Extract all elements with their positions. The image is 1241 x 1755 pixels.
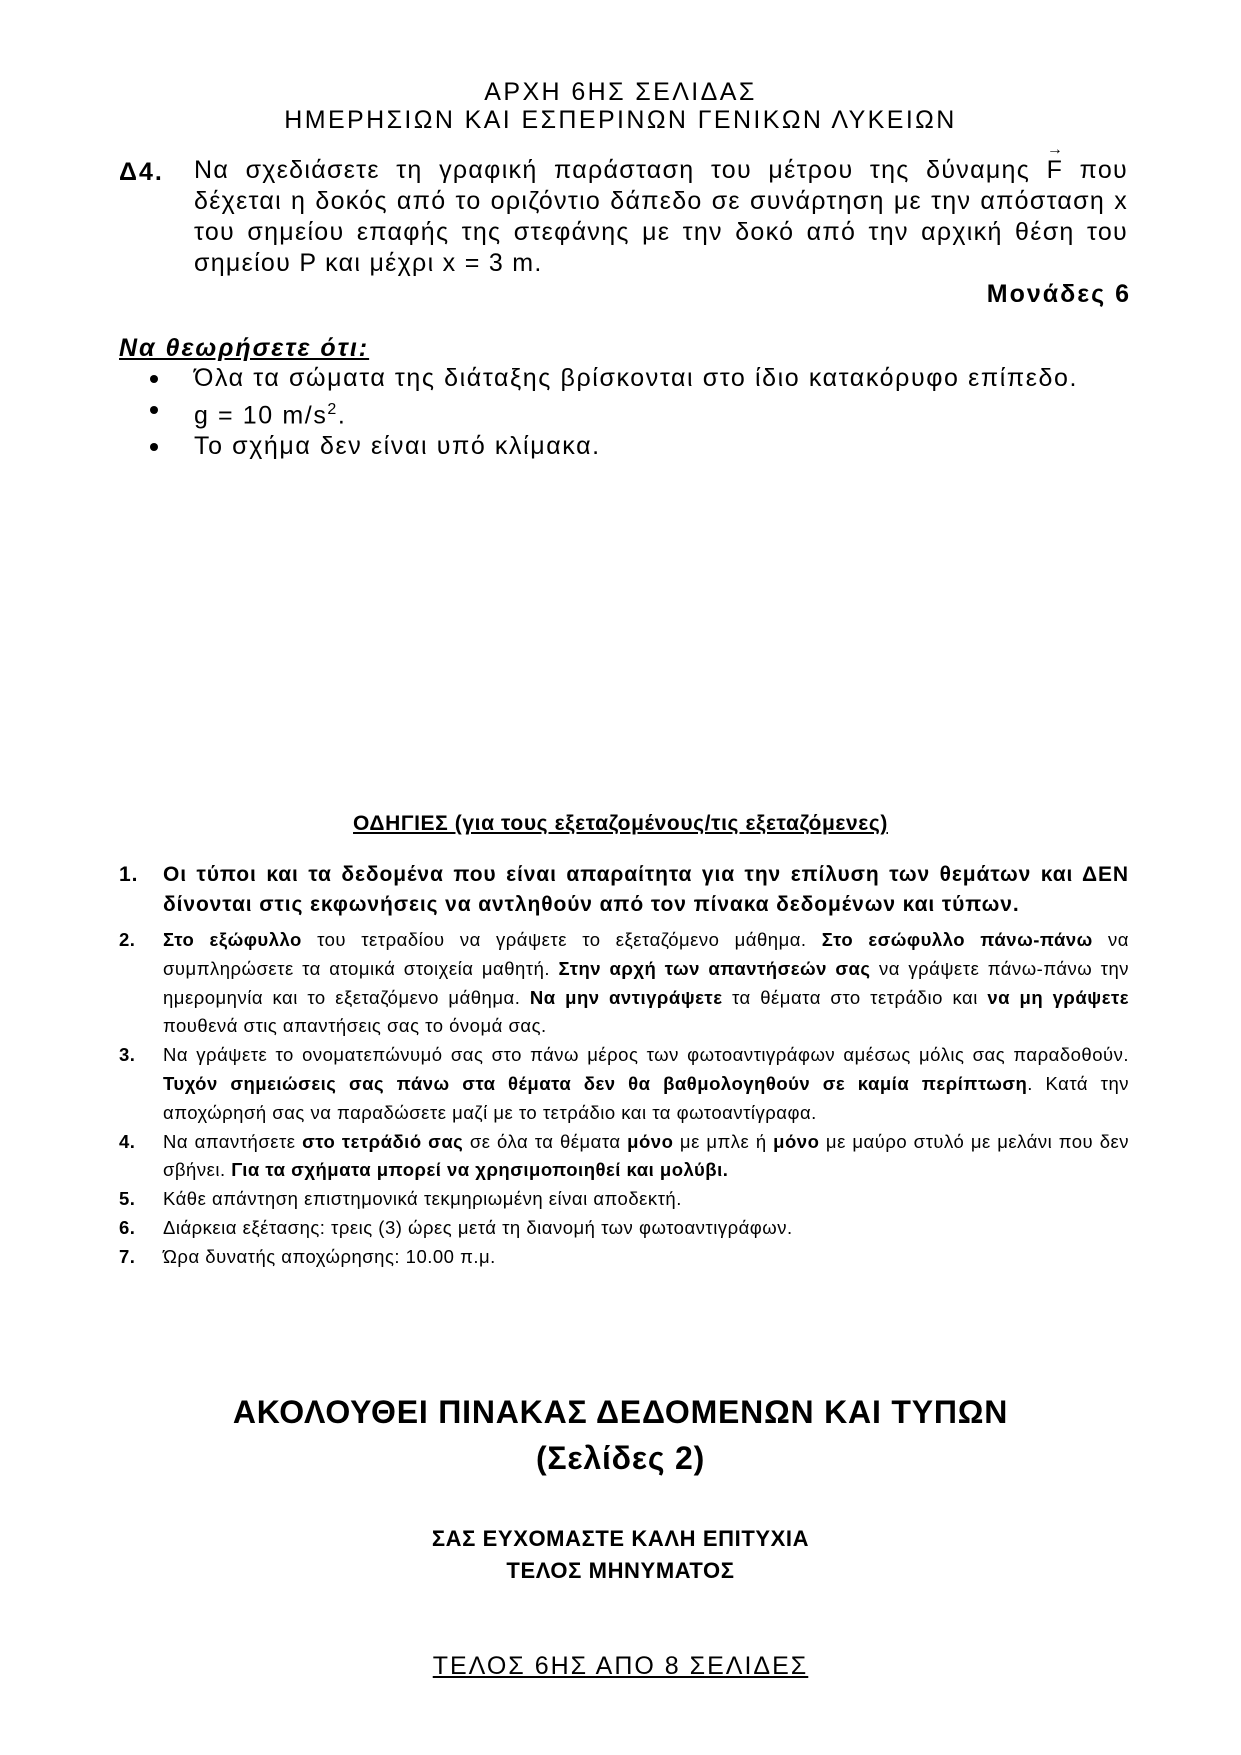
list-item: [119, 1243, 1129, 1272]
question-text-before-vector: Να σχεδιάσετε τη γραφική παράσταση του μέτρου της δύναμης: [194, 156, 1047, 184]
end-of-message: ΤΕΛΟΣ ΜΗΝΥΜΑΤΟΣ: [506, 1558, 735, 1583]
instruction-text: τα θέματα στο τετράδιο και: [722, 986, 988, 1008]
emphasis-text: Στην αρχή των απαντήσεών σας: [558, 957, 871, 979]
considerations-heading: Να θεωρήσετε ότι:: [119, 334, 370, 362]
instruction-text: με μπλε ή: [673, 1130, 774, 1152]
page-header-start: ΑΡΧΗ 6ΗΣ ΣΕΛΙΔΑΣ: [484, 78, 757, 106]
list-item: [119, 1041, 1129, 1127]
list-item: [119, 1128, 1129, 1186]
vector-arrow-icon: →: [1046, 141, 1063, 158]
item-number: 2.: [119, 929, 136, 950]
emphasis-text: να μη γράψετε: [987, 986, 1130, 1008]
instruction-text: Οι τύποι και τα δεδομένα που είναι απαραίτητα για την επίλυση των θεμάτων και ΔΕΝ δίνονται στις εκφωνήσεις να αντληθούν από τον πίνακα δεδομένων και τύπων.: [163, 863, 1129, 916]
follows-heading: ΑΚΟΛΟΥΘΕΙ ΠΙΝΑΚΑΣ ΔΕΔΟΜΕΝΩΝ ΚΑΙ ΤΥΠΩΝ: [232, 1394, 1009, 1430]
consideration-text: Το σχήμα δεν είναι υπό κλίμακα.: [194, 432, 601, 461]
good-luck-message: ΣΑΣ ΕΥΧΟΜΑΣΤΕ ΚΑΛΗ ΕΠΙΤΥΧΙΑ: [431, 1526, 810, 1551]
force-vector: [1046, 141, 1064, 186]
list-item: [119, 1185, 1129, 1214]
item-number: 1.: [119, 863, 139, 886]
consideration-text: Όλα τα σώματα της διάταξης βρίσκονται στο ίδιο κατακόρυφο επίπεδο.: [194, 364, 1079, 392]
list-item: [119, 860, 1129, 920]
emphasis-text: μόνο: [627, 1130, 674, 1152]
instruction-text: Κάθε απάντηση επιστημονικά τεκμηριωμένη είναι αποδεκτή.: [163, 1188, 682, 1210]
list-item: [119, 1214, 1129, 1243]
instructions-list: [119, 860, 1129, 1272]
page-footer: ΤΕΛΟΣ 6ΗΣ ΑΠΟ 8 ΣΕΛΙΔΕΣ: [432, 1652, 809, 1680]
item-number: 6.: [119, 1216, 136, 1238]
question-label: Δ4.: [119, 158, 164, 186]
emphasis-text: Να μην αντιγράψετε: [529, 986, 723, 1008]
item-number: 4.: [119, 1130, 136, 1152]
instruction-text: σε όλα τα θέματα: [463, 1130, 628, 1152]
list-item: [150, 363, 1078, 394]
list-item: [150, 394, 1078, 431]
emphasis-text: Στο εξώφυλλο: [163, 929, 302, 950]
item-number: 7.: [119, 1245, 136, 1267]
instruction-text: του τετραδίου να γράψετε το εξεταζόμενο μάθημα.: [301, 929, 822, 950]
gravity-exponent: 2: [327, 401, 338, 418]
item-number: 5.: [119, 1188, 136, 1210]
emphasis-text: μόνο: [773, 1130, 820, 1152]
instruction-text: με μαύρο στυλό με μελάνι που δεν σβήνει.: [163, 1130, 1129, 1181]
instruction-text: να γράψετε πάνω-πάνω την ημερομηνία και το εξεταζόμενο μάθημα.: [163, 957, 1129, 1008]
gravity-value: g = 10 m/s: [194, 401, 328, 430]
question-marks: Μονάδες 6: [986, 280, 1131, 308]
instruction-text: πουθενά στις απαντήσεις σας το όνομά σας.: [163, 1015, 547, 1037]
instruction-text: Να απαντήσετε: [163, 1130, 303, 1152]
emphasis-text: Στο εσώφυλλο πάνω-πάνω: [821, 929, 1093, 950]
instruction-text: Διάρκεια εξέτασης: τρεις (3) ώρες μετά τη διανομή των φωτοαντιγράφων.: [163, 1216, 793, 1238]
list-item: [119, 926, 1129, 1041]
item-number: 3.: [119, 1044, 136, 1066]
force-symbol: F: [1046, 156, 1064, 184]
gravity-period: .: [337, 401, 347, 430]
emphasis-text: στο τετράδιό σας: [302, 1130, 464, 1152]
question-text: [194, 141, 1128, 279]
considerations-list: [150, 363, 1078, 462]
bullet-icon: [150, 406, 158, 414]
instruction-text: να συμπληρώσετε τα ατομικά στοιχεία μαθητή.: [163, 929, 1129, 979]
instruction-text: Ώρα δυνατής αποχώρησης: 10.00 π.μ.: [163, 1245, 496, 1267]
instruction-text: . Κατά την αποχώρησή σας να παραδώσετε μαζί με το τετράδιο και τα φωτοαντίγραφα.: [163, 1072, 1129, 1123]
list-item: [150, 431, 1078, 462]
instruction-text: Να γράψετε το ονοματεπώνυμό σας στο πάνω μέρος των φωτοαντιγράφων αμέσως μόλις σας παραδοθούν.: [163, 1044, 1129, 1066]
follows-pages: (Σελίδες 2): [535, 1440, 706, 1476]
emphasis-text: Τυχόν σημειώσεις σας πάνω στα θέματα δεν θα βαθμολογηθούν σε καμία περίπτωση: [163, 1072, 1028, 1094]
emphasis-text: Για τα σχήματα μπορεί να χρησιμοποιηθεί και μολύβι.: [231, 1159, 729, 1181]
page-header-school-type: ΗΜΕΡΗΣΙΩΝ ΚΑΙ ΕΣΠΕΡΙΝΩΝ ΓΕΝΙΚΩΝ ΛΥΚΕΙΩΝ: [284, 106, 957, 134]
bullet-icon: [150, 443, 158, 451]
question-text-after-vector: που δέχεται η δοκός από το οριζόντιο δάπεδο σε συνάρτηση με την απόσταση x του σημείου επαφής της στεφάνης με την δοκό από την αρχική θέση του σημείου Ρ και μέχρι x = 3 m.: [194, 156, 1128, 277]
instructions-title: ΟΔΗΓΙΕΣ (για τους εξεταζομένους/τις εξεταζόμενες): [353, 812, 888, 835]
bullet-icon: [150, 375, 158, 383]
